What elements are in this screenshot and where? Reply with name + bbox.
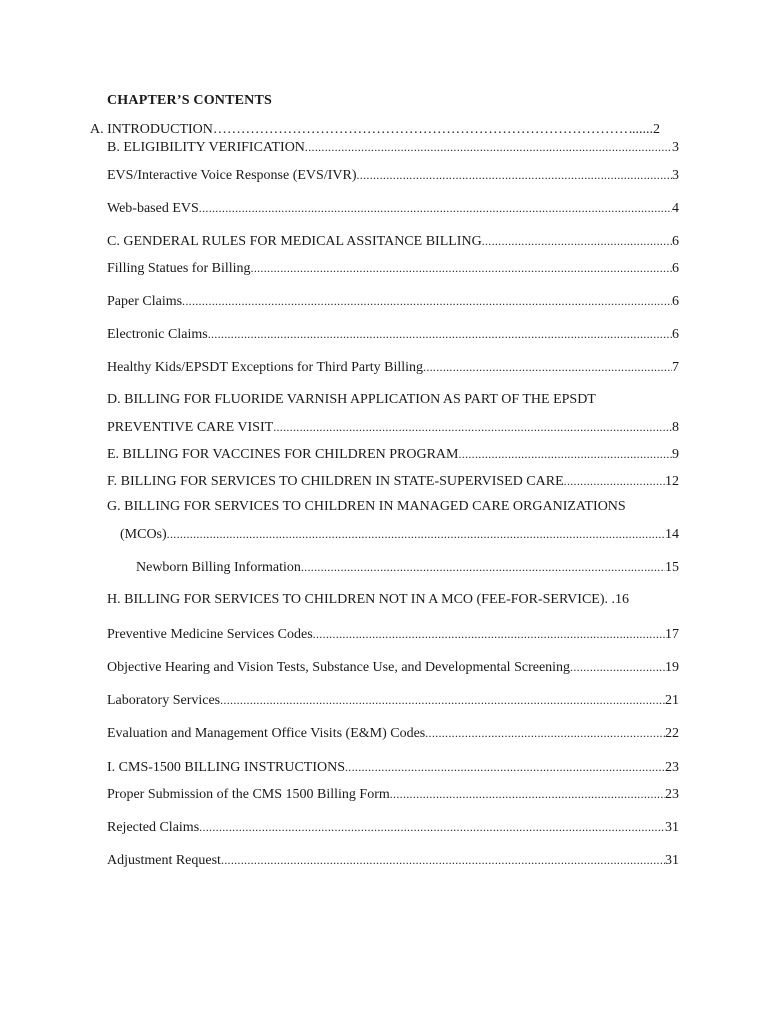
- toc-entry-vaccines: [107, 445, 679, 464]
- toc-entry-text: D. BILLING FOR FLUORIDE VARNISH APPLICATION AS PART OF THE EPSDT: [107, 392, 596, 407]
- dot-leader: [390, 785, 665, 803]
- toc-entry-text: Newborn Billing Information: [136, 560, 301, 575]
- toc-entry-page: 8: [672, 420, 679, 435]
- toc-entry-web-evs: [107, 199, 679, 218]
- toc-entry-text: F. BILLING FOR SERVICES TO CHILDREN IN STATE-SUPERVISED CARE: [107, 474, 564, 489]
- toc-entry-page: 31: [665, 853, 679, 868]
- toc-entry-text: EVS/Interactive Voice Response (EVS/IVR): [107, 168, 357, 183]
- dot-leader: [570, 658, 665, 676]
- toc-entry-page: 12: [665, 474, 679, 489]
- toc-entry-text: Rejected Claims: [107, 820, 200, 835]
- toc-entry-page: 3: [672, 140, 679, 155]
- toc-entry-page: 19: [665, 660, 679, 675]
- toc-entry-page: 6: [672, 261, 679, 276]
- toc-entry-managed-care: [107, 498, 679, 516]
- toc-entry-adjustment-request: [107, 851, 679, 870]
- toc-entry-page: 4: [672, 201, 679, 216]
- toc-entry-rejected-claims: [107, 818, 679, 837]
- dot-leader: [345, 758, 665, 776]
- dot-leader: [213, 121, 632, 139]
- dot-leader: [313, 625, 665, 643]
- dot-leader: [199, 199, 672, 217]
- toc-entry-introduction: [90, 121, 660, 139]
- toc-entry-page: 3: [672, 168, 679, 183]
- dot-leader: [273, 418, 672, 436]
- toc-entry-text: Laboratory Services: [107, 693, 221, 708]
- dot-leader: [423, 358, 672, 376]
- toc-entry-state-supervised: [107, 472, 679, 491]
- toc-entry-preventive-care-visit: [107, 418, 679, 437]
- toc-entry-page: 15: [665, 560, 679, 575]
- toc-entry-text: Preventive Medicine Services Codes: [107, 627, 313, 642]
- toc-entry-hearing-vision: [107, 658, 679, 677]
- toc-entry-page: 21: [665, 693, 679, 708]
- toc-entry-preventive-medicine: [107, 625, 679, 644]
- toc-entry-general-rules: [107, 232, 679, 251]
- dot-leader: [182, 292, 672, 310]
- toc-entry-text: I. CMS-1500 BILLING INSTRUCTIONS: [107, 760, 345, 775]
- toc-entry-page: 16: [615, 592, 630, 607]
- toc-entry-text: Proper Submission of the CMS 1500 Billing Form: [107, 787, 390, 802]
- dot-leader: [301, 558, 665, 576]
- dot-leader: [167, 525, 665, 543]
- toc-entry-text: H. BILLING FOR SERVICES TO CHILDREN NOT IN A MCO (FEE-FOR-SERVICE). .: [107, 592, 616, 607]
- toc-entry-page: 22: [665, 726, 679, 741]
- dot-leader: [199, 818, 665, 836]
- toc-entry-fluoride-varnish: [107, 391, 679, 409]
- toc-entry-text: E. BILLING FOR VACCINES FOR CHILDREN PROGRAM: [107, 447, 459, 462]
- toc-entry-page: 6: [672, 327, 679, 342]
- toc-entry-page: 23: [665, 787, 679, 802]
- toc-entry-fee-for-service: [107, 591, 679, 609]
- toc-entry-text: (MCOs): [120, 527, 167, 542]
- toc-entry-page: 7: [672, 360, 679, 375]
- toc-entry-text: PREVENTIVE CARE VISIT: [107, 420, 274, 435]
- dot-leader: [305, 138, 672, 156]
- toc-entry-evaluation-management: [107, 724, 679, 743]
- dot-leader: [221, 851, 665, 869]
- toc-entry-paper-claims: [107, 292, 679, 311]
- toc-entry-proper-submission: [107, 785, 679, 804]
- toc-entry-text: Objective Hearing and Vision Tests, Substance Use, and Developmental Screening: [107, 660, 571, 675]
- toc-entry-filling-statues: [107, 259, 679, 278]
- toc-entry-evs-ivr: [107, 166, 679, 185]
- dot-leader: [220, 691, 665, 709]
- toc-entry-mcos: [120, 525, 679, 544]
- dot-leader: [458, 445, 672, 463]
- toc-entry-text: A. INTRODUCTION: [90, 122, 213, 137]
- toc-entry-newborn-billing: [136, 558, 679, 577]
- toc-entry-cms-1500-instructions: [107, 758, 679, 777]
- toc-entry-page: 23: [665, 760, 679, 775]
- dot-leader: [482, 232, 672, 250]
- toc-entry-text: Web-based EVS: [107, 201, 199, 216]
- toc-entry-text: Evaluation and Management Office Visits (E&M) Codes: [107, 726, 426, 741]
- toc-entry-text: G. BILLING FOR SERVICES TO CHILDREN IN MANAGED CARE ORGANIZATIONS: [107, 499, 626, 514]
- toc-entry-tail: ......: [632, 122, 653, 137]
- toc-entry-page: 14: [665, 527, 679, 542]
- toc-entry-text: C. GENDERAL RULES FOR MEDICAL ASSITANCE BILLING: [107, 234, 482, 249]
- toc-entry-healthy-kids: [107, 358, 679, 377]
- toc-entry-page: 9: [672, 447, 679, 462]
- dot-leader: [208, 325, 672, 343]
- toc-entry-text: Paper Claims: [107, 294, 183, 309]
- toc-entry-page: 17: [665, 627, 679, 642]
- dot-leader: [251, 259, 672, 277]
- toc-entry-page: 2: [653, 122, 660, 137]
- dot-leader: [425, 724, 665, 742]
- toc-entry-text: Filling Statues for Billing: [107, 261, 251, 276]
- chapter-contents-heading: CHAPTER’S CONTENTS: [107, 93, 273, 108]
- toc-entry-text: Healthy Kids/EPSDT Exceptions for Third Party Billing: [107, 360, 424, 375]
- dot-leader: [357, 166, 673, 184]
- toc-entry-eligibility: [107, 138, 679, 157]
- toc-entry-text: B. ELIGIBILITY VERIFICATION: [107, 140, 305, 155]
- toc-entry-page: 31: [665, 820, 679, 835]
- dot-leader: [564, 472, 665, 490]
- toc-entry-page: 6: [672, 234, 679, 249]
- toc-entry-page: 6: [672, 294, 679, 309]
- toc-entry-electronic-claims: [107, 325, 679, 344]
- toc-entry-text: Adjustment Request: [107, 853, 221, 868]
- toc-entry-laboratory: [107, 691, 679, 710]
- toc-entry-text: Electronic Claims: [107, 327, 208, 342]
